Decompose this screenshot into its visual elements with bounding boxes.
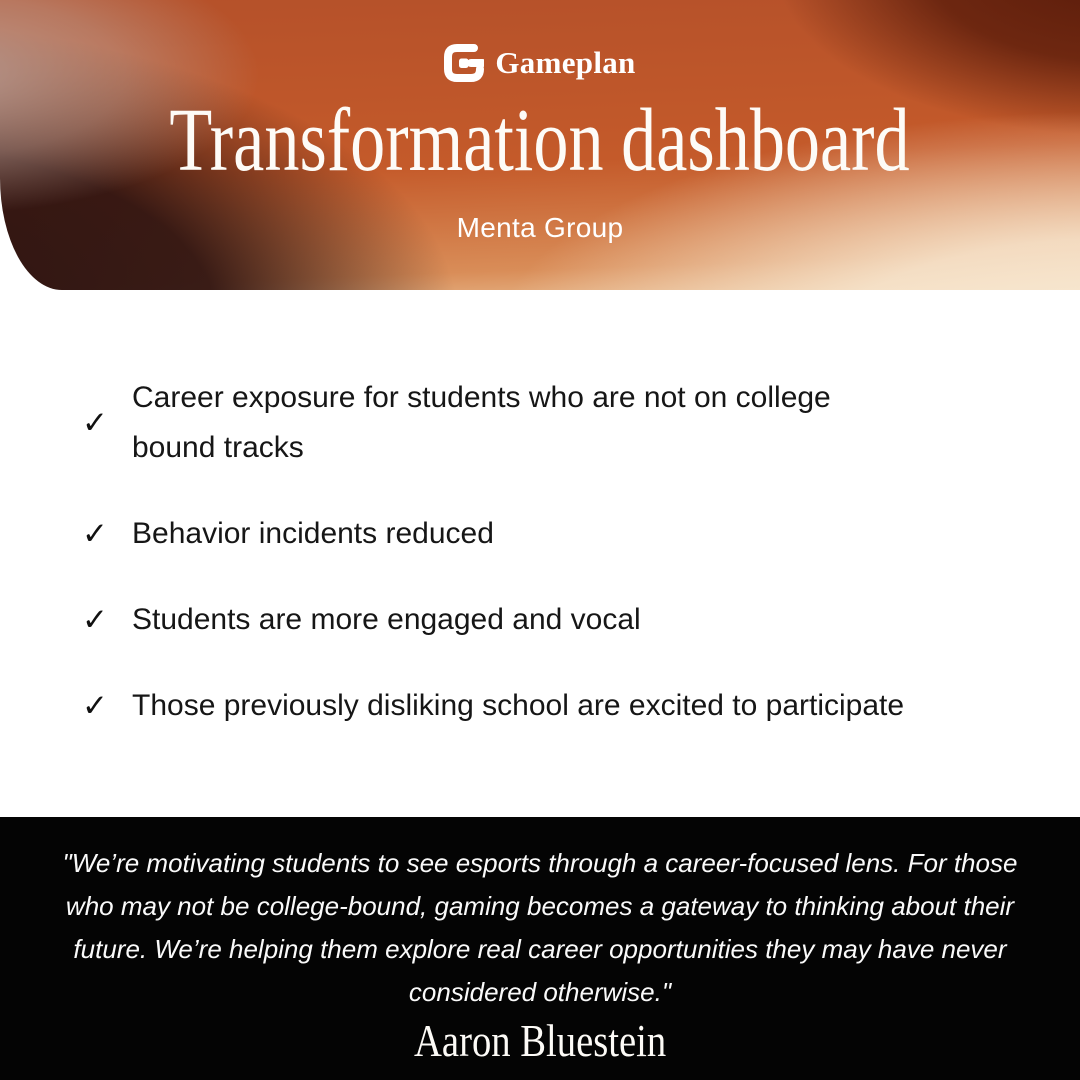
- quote-line: "We’re motivating students to see esports through a career-focused lens. For those: [62, 848, 1018, 878]
- hero-header: [0, 0, 1080, 290]
- quote-line: considered otherwise.": [408, 977, 672, 1007]
- checklist-item-text: Students are more engaged and vocal: [132, 603, 641, 636]
- quote-text: [0, 842, 1080, 1014]
- checklist-item: [80, 595, 1020, 645]
- quote-section: [0, 817, 1080, 1080]
- checklist-item: [80, 373, 1020, 473]
- quote-attribution: [0, 1017, 1080, 1065]
- checklist-section: [0, 290, 1080, 817]
- gameplan-logo-text: Gameplan: [495, 45, 636, 80]
- checklist-item: [80, 681, 1020, 731]
- page-title: [0, 91, 1080, 190]
- checklist-item-text: Those previously disliking school are excited to participate: [132, 689, 905, 722]
- quote-attribution-text: Aaron Bluestein: [413, 1015, 667, 1066]
- quote-line: future. We’re helping them explore real career opportunities they may have never: [73, 934, 1007, 964]
- checkmark-icon: ✓: [82, 405, 108, 440]
- gameplan-logo: [0, 44, 1080, 82]
- checkmark-icon: ✓: [82, 688, 108, 723]
- quote-line: who may not be college-bound, gaming becomes a gateway to thinking about their: [65, 891, 1015, 921]
- gameplan-g-icon: [444, 44, 484, 82]
- checklist-item-text: Behavior incidents reduced: [132, 517, 494, 550]
- checklist-item-text: Career exposure for students who are not on college bound tracks: [132, 381, 831, 464]
- checklist: [80, 373, 1020, 731]
- checkmark-icon: ✓: [82, 602, 108, 637]
- page-title-text: Transformation dashboard: [169, 91, 911, 190]
- subtitle: Menta Group: [456, 212, 624, 243]
- checklist-item: [80, 509, 1020, 559]
- checkmark-icon: ✓: [82, 516, 108, 551]
